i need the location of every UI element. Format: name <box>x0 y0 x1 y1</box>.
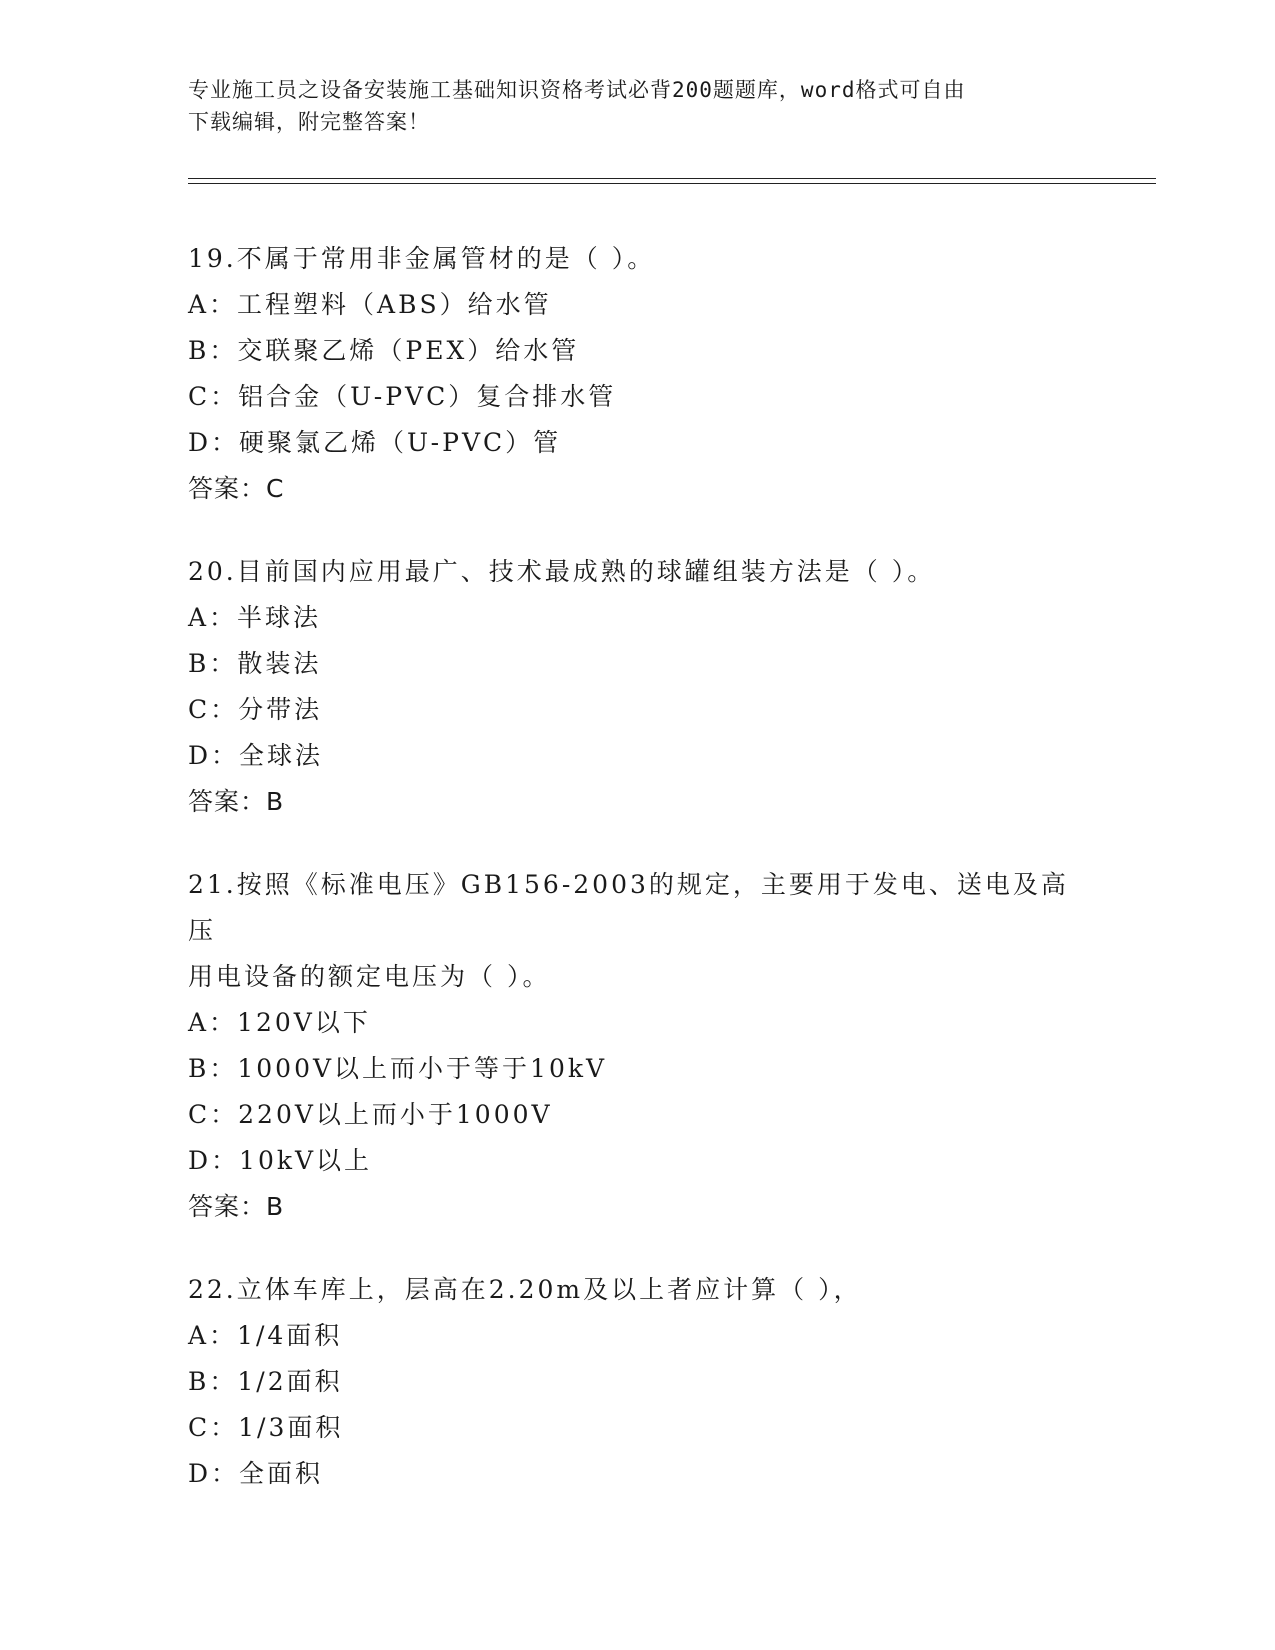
question-20 <box>188 549 1088 825</box>
option-d: D：硬聚氯乙烯（U-PVC）管 <box>188 428 562 457</box>
option-b: B：散装法 <box>188 649 322 678</box>
question-stem-continued: 用电设备的额定电压为（ ）。 <box>188 962 551 991</box>
option-c: C：220V以上而小于1000V <box>188 1100 553 1129</box>
option-b: B：交联聚乙烯（PEX）给水管 <box>188 336 580 365</box>
answer-line: 答案：C <box>188 474 285 503</box>
option-a: A：半球法 <box>188 603 322 632</box>
question-list <box>188 236 1088 1534</box>
header-line-1: 专业施工员之设备安装施工基础知识资格考试必背200题题库，word格式可自由 <box>188 78 966 102</box>
question-22 <box>188 1267 1088 1497</box>
option-c: C：1/3面积 <box>188 1413 344 1442</box>
header-divider-bottom <box>188 183 1156 184</box>
question-stem: 21.按照《标准电压》GB156-2003的规定，主要用于发电、送电及高压 <box>188 870 1069 945</box>
question-stem: 20.目前国内应用最广、技术最成熟的球罐组装方法是（ ）。 <box>188 557 936 586</box>
document-header <box>188 74 1088 138</box>
question-stem: 22.立体车库上，层高在2.20m及以上者应计算（ ）， <box>188 1275 862 1304</box>
option-c: C：分带法 <box>188 695 323 724</box>
question-21 <box>188 862 1088 1230</box>
option-d: D：全球法 <box>188 741 324 770</box>
option-a: A：工程塑料（ABS）给水管 <box>188 290 552 319</box>
option-c: C：铝合金（U-PVC）复合排水管 <box>188 382 617 411</box>
header-line-2: 下载编辑，附完整答案！ <box>188 110 430 134</box>
question-19 <box>188 236 1088 512</box>
option-d: D：全面积 <box>188 1459 324 1488</box>
option-b: B：1/2面积 <box>188 1367 343 1396</box>
answer-line: 答案：B <box>188 787 285 816</box>
question-stem: 19.不属于常用非金属管材的是（ ）。 <box>188 244 656 273</box>
option-a: A：120V以下 <box>188 1008 371 1037</box>
option-a: A：1/4面积 <box>188 1321 343 1350</box>
answer-line: 答案：B <box>188 1192 285 1221</box>
option-b: B：1000V以上而小于等于10kV <box>188 1054 608 1083</box>
option-d: D：10kV以上 <box>188 1146 373 1175</box>
header-divider-top <box>188 178 1156 179</box>
